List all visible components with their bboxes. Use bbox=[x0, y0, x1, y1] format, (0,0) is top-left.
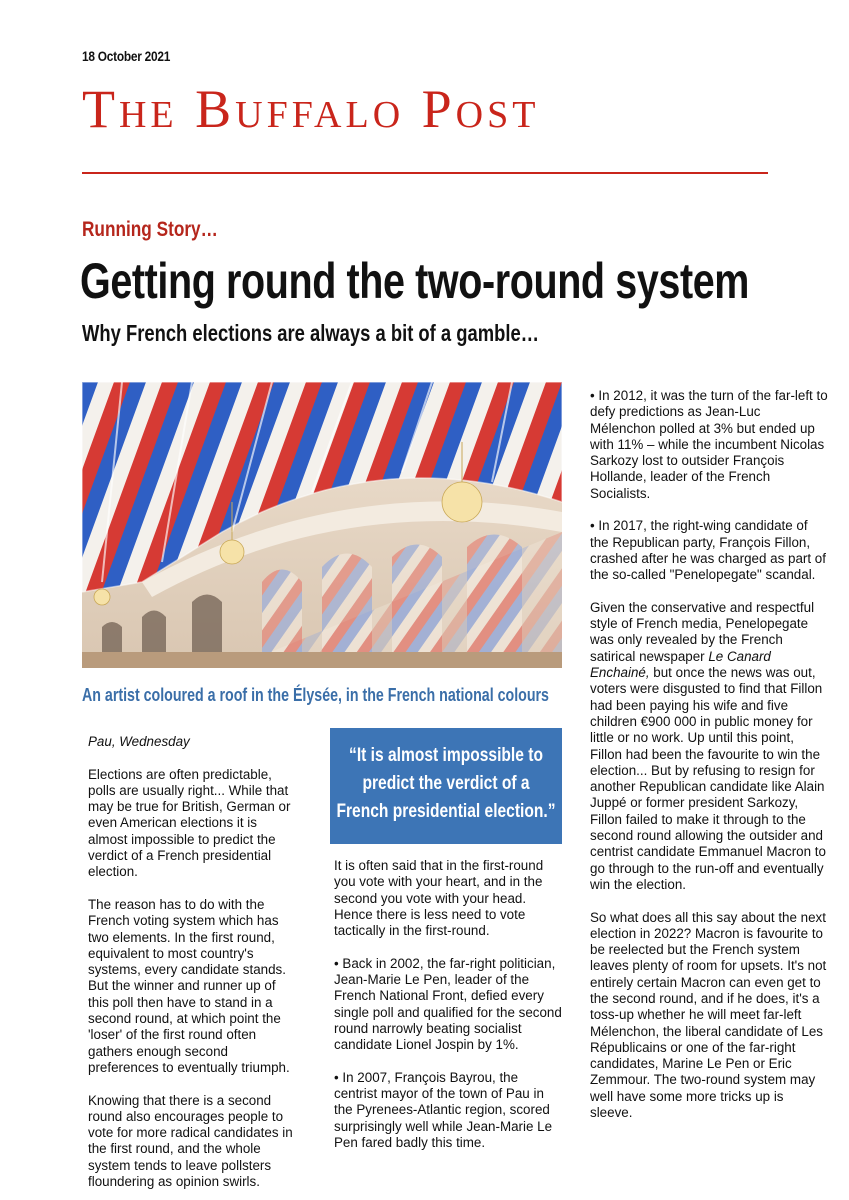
article-column-2 bbox=[334, 858, 562, 1168]
masthead-divider bbox=[82, 172, 768, 174]
article-subheadline: Why French elections are always a bit of a gamble… bbox=[82, 320, 540, 346]
paragraph: Knowing that there is a second round also encourages people to vote for more radical candidates in the first round, and the whole system tends to leave pollsters floundering as opinion swirls. bbox=[88, 1092, 293, 1190]
article-headline: Getting round the two-round system bbox=[80, 253, 750, 309]
issue-date: 18 October 2021 bbox=[82, 48, 171, 64]
photo-caption: An artist coloured a roof in the Élysée, in the French national colours bbox=[82, 685, 549, 705]
article-column-3 bbox=[590, 388, 828, 1138]
masthead-title: The Buffalo Post bbox=[82, 79, 540, 139]
paragraph: • In 2012, it was the turn of the far-left to defy predictions as Jean-Luc Mélenchon polled at 3% but ended up with 11% – while the incumbent Nicolas Sarkozy lost to outsider François Hollande, leader of the French Socialists. bbox=[590, 388, 828, 501]
text-run: but once the news was out, voters were disgusted to find that Fillon had been paying his wife and five children €900 000 in public money for little or no work. Up until this point, Fillon had been the favourite to win the election... But by refusing to resign for another Republican candidate like Alain Juppé or former president Sarkozy, Fillon failed to make it through to the second round allowing the outsider and centrist candidate Emmanuel Macron to go through to the run-off and eventually win the election. bbox=[590, 665, 826, 892]
paragraph: Elections are often predictable, polls are usually right... While that may be true for British, German or even American elections it is almost impossible to predict the verdict of a French presidential election. bbox=[88, 766, 291, 880]
pull-quote-box bbox=[330, 728, 562, 844]
paragraph: The reason has to do with the French voting system which has two elements. In the first round, equivalent to most country's systems, every candidate stands. But the winner and runner up of this poll then have to stand in a second round, at which point the 'loser' of the first round often gathers enough second preferences to eventually triumph. bbox=[88, 896, 290, 1075]
section-kicker: Running Story… bbox=[82, 218, 218, 241]
paragraph: • In 2007, François Bayrou, the centrist mayor of the town of Pau in the Pyrenees-Atlantic region, scored surprisingly well while Jean-Marie Le Pen fared badly this time. bbox=[334, 1069, 553, 1151]
article-column-1 bbox=[88, 734, 298, 1200]
elysee-roof-illustration bbox=[82, 382, 562, 668]
article-dateline: Pau, Wednesday bbox=[88, 734, 190, 749]
pull-quote-text: “It is almost impossible to predict the verdict of a French presidential election.” bbox=[336, 745, 556, 822]
text-run: Given the conservative and respectful style of French media, Penelopegate was only revealed by the French satirical newspaper bbox=[590, 599, 815, 664]
paragraph: It is often said that in the first-round you vote with your heart, and in the second you vote with your head. Hence there is less need to vote tactically in the first-round. bbox=[334, 858, 544, 939]
paragraph: • In 2017, the right-wing candidate of the Republican party, François Fillon, crashed after he was charged as part of the so-called "Penelopegate" scandal. bbox=[590, 518, 826, 583]
newspaper-name: Le Canard Enchainé, bbox=[590, 648, 771, 681]
article-photo bbox=[82, 382, 562, 668]
paragraph: So what does all this say about the next election in 2022? Macron is favourite to be reelected but the French system leaves plenty of room for upsets. It's not entirely certain Macron can even get to the second round, and if he does, it's a toss-up whether he will meet far-left Mélenchon, the liberal candidate of Les Républicains or one of the far-right candidates, Marine Le Pen or Eric Zemmour. The two-round system may well have some more tricks up is sleeve. bbox=[590, 909, 827, 1121]
paragraph-penelopegate bbox=[590, 600, 828, 893]
paragraph: • Back in 2002, the far-right politician, Jean-Marie Le Pen, leader of the French National Front, defied every single poll and qualified for the second round narrowly beating socialist candidate Lionel Jospin by 1%. bbox=[334, 955, 562, 1053]
